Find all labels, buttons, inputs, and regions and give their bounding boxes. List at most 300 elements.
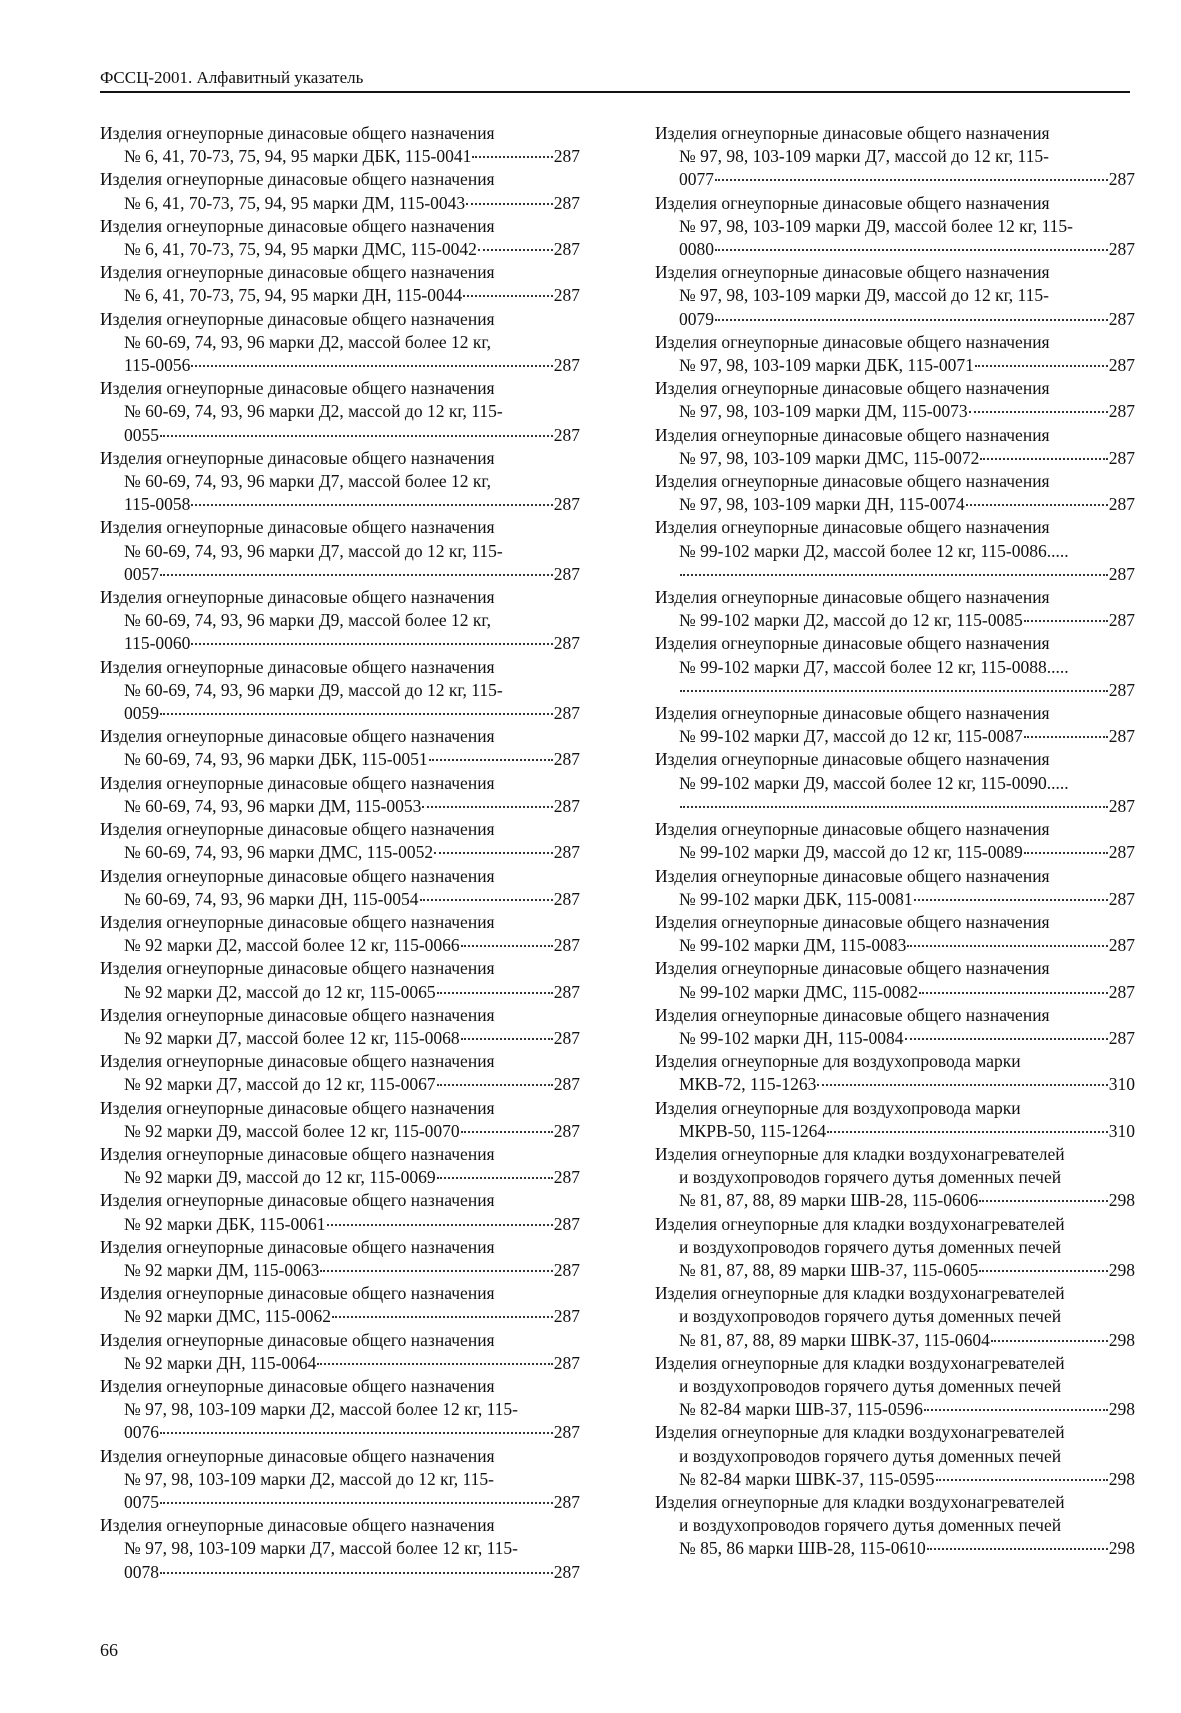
entry-heading: Изделия огнеупорные динасовые общего назначения	[100, 911, 495, 932]
entry-page-ref: 298	[1108, 1538, 1135, 1559]
entry-last-text: № 97, 98, 103-109 марки ДМ, 115-0073	[679, 401, 968, 422]
dot-leader	[434, 852, 553, 854]
entry-leader-line	[100, 1259, 580, 1282]
entry-page-ref: 298	[1108, 1329, 1135, 1350]
entry-last-text: № 60-69, 74, 93, 96 марки ДБК, 115-0051	[124, 749, 428, 770]
entry-heading: Изделия огнеупорные динасовые общего назначения	[655, 633, 1050, 654]
entry-last-text: МКРВ-50, 115-1264	[679, 1120, 827, 1141]
entry-page-ref: 287	[553, 192, 580, 213]
entry-leader-line	[655, 981, 1135, 1004]
index-entry	[655, 702, 1135, 748]
index-entry	[100, 1097, 580, 1143]
entry-text-line: № 99-102 марки Д9, массой более 12 кг, 115-0090.....	[679, 772, 1069, 793]
entry-text-line: № 97, 98, 103-109 марки Д9, массой до 12 кг, 115-	[679, 285, 1049, 306]
entry-page-ref: 287	[553, 355, 580, 376]
index-entry	[100, 1329, 580, 1375]
entry-leader-line	[100, 748, 580, 771]
entry-last-text: № 6, 41, 70-73, 75, 94, 95 марки ДН, 115-0044	[124, 285, 463, 306]
entry-text-line: и воздухопроводов горячего дутья доменных печей	[679, 1236, 1062, 1257]
entry-heading: Изделия огнеупорные динасовые общего назначения	[100, 1097, 495, 1118]
dot-leader	[975, 365, 1108, 367]
entry-heading: Изделия огнеупорные для кладки воздухонагревателей	[655, 1352, 1065, 1373]
entry-page-ref: 287	[1108, 842, 1135, 863]
entry-text-line: и воздухопроводов горячего дутья доменных печей	[679, 1515, 1062, 1536]
entry-last-text: № 81, 87, 88, 89 марки ШВ-37, 115-0605	[679, 1259, 979, 1280]
entry-last-text: № 97, 98, 103-109 марки ДБК, 115-0071	[679, 355, 974, 376]
entry-heading: Изделия огнеупорные динасовые общего назначения	[655, 517, 1050, 538]
entry-leader-line	[655, 888, 1135, 911]
entry-page-ref: 287	[1108, 1027, 1135, 1048]
entry-heading: Изделия огнеупорные динасовые общего назначения	[100, 1283, 495, 1304]
entry-heading: Изделия огнеупорные динасовые общего назначения	[100, 1329, 495, 1350]
dot-leader	[327, 1224, 553, 1226]
index-entry	[100, 656, 580, 726]
entry-page-ref: 287	[553, 1422, 580, 1443]
entry-text-line: № 60-69, 74, 93, 96 марки Д2, массой более 12 кг,	[124, 331, 491, 352]
entry-leader-line	[655, 400, 1135, 423]
entry-heading: Изделия огнеупорные динасовые общего назначения	[100, 865, 495, 886]
entry-page-ref: 298	[1108, 1468, 1135, 1489]
entry-leader-line	[655, 1537, 1135, 1560]
entry-last-text: № 99-102 марки Д2, массой до 12 кг, 115-0085	[679, 610, 1023, 631]
entry-leader-line	[100, 632, 580, 655]
entry-page-ref: 287	[553, 1352, 580, 1373]
entry-heading: Изделия огнеупорные динасовые общего назначения	[655, 911, 1050, 932]
entry-page-ref: 310	[1108, 1074, 1135, 1095]
entry-page-ref: 287	[553, 1074, 580, 1095]
entry-page-ref: 287	[553, 494, 580, 515]
entry-page-ref: 287	[553, 633, 580, 654]
entry-page-ref: 287	[553, 563, 580, 584]
index-entry	[655, 1213, 1135, 1283]
entry-leader-line	[100, 1027, 580, 1050]
entry-heading: Изделия огнеупорные для кладки воздухонагревателей	[655, 1143, 1065, 1164]
index-entry	[100, 447, 580, 517]
dot-leader	[461, 1038, 553, 1040]
dot-leader	[191, 504, 552, 506]
entry-leader-line	[655, 563, 1135, 586]
entry-text-line: и воздухопроводов горячего дутья доменных печей	[679, 1445, 1062, 1466]
entry-last-text: 0075	[124, 1491, 159, 1512]
dot-leader	[320, 1270, 552, 1272]
entry-last-text: № 99-102 марки Д7, массой до 12 кг, 115-0087	[679, 726, 1023, 747]
dot-leader	[680, 574, 1108, 576]
entry-page-ref: 287	[1108, 726, 1135, 747]
index-entry	[655, 586, 1135, 632]
entry-heading: Изделия огнеупорные динасовые общего назначения	[100, 123, 495, 143]
entry-leader-line	[655, 795, 1135, 818]
entry-heading: Изделия огнеупорные динасовые общего назначения	[100, 1375, 495, 1396]
entry-last-text: МКВ-72, 115-1263	[679, 1074, 817, 1095]
entry-leader-line	[655, 1329, 1135, 1352]
dot-leader	[907, 945, 1107, 947]
entry-leader-line	[100, 563, 580, 586]
dot-leader	[817, 1084, 1107, 1086]
entry-last-text: № 6, 41, 70-73, 75, 94, 95 марки ДМ, 115-0043	[124, 192, 466, 213]
entry-heading: Изделия огнеупорные динасовые общего назначения	[655, 262, 1050, 283]
entry-heading: Изделия огнеупорные динасовые общего назначения	[100, 587, 495, 608]
entry-last-text: № 99-102 марки ДБК, 115-0081	[679, 888, 913, 909]
index-entry	[100, 308, 580, 378]
index-entry	[655, 1004, 1135, 1050]
index-entry	[655, 261, 1135, 331]
index-entry	[100, 1143, 580, 1189]
entry-leader-line	[655, 725, 1135, 748]
entry-heading: Изделия огнеупорные для воздухопровода марки	[655, 1051, 1021, 1072]
entry-page-ref: 287	[1108, 981, 1135, 1002]
entry-leader-line	[655, 493, 1135, 516]
entry-leader-line	[100, 702, 580, 725]
dot-leader	[980, 458, 1107, 460]
index-entry	[655, 1143, 1135, 1213]
entry-heading: Изделия огнеупорные динасовые общего назначения	[100, 517, 495, 538]
index-entry	[655, 192, 1135, 262]
dot-leader	[924, 1409, 1108, 1411]
dot-leader	[969, 411, 1108, 413]
dot-leader	[1024, 620, 1108, 622]
entry-last-text: № 6, 41, 70-73, 75, 94, 95 марки ДМС, 115-0042	[124, 239, 477, 260]
entry-page-ref: 287	[553, 888, 580, 909]
entry-page-ref: 287	[553, 424, 580, 445]
entry-leader-line	[100, 1491, 580, 1514]
entry-page-ref: 287	[553, 285, 580, 306]
entry-last-text: № 99-102 марки ДМС, 115-0082	[679, 981, 919, 1002]
entry-page-ref: 287	[1108, 355, 1135, 376]
entry-heading: Изделия огнеупорные динасовые общего назначения	[100, 1445, 495, 1466]
index-entry	[655, 632, 1135, 702]
entry-page-ref: 287	[553, 935, 580, 956]
entry-leader-line	[100, 284, 580, 307]
entry-heading: Изделия огнеупорные динасовые общего назначения	[655, 587, 1050, 608]
entry-last-text: 115-0058	[124, 494, 191, 515]
entry-page-ref: 287	[553, 1561, 580, 1582]
entry-heading: Изделия огнеупорные динасовые общего назначения	[100, 215, 495, 236]
dot-leader	[979, 1270, 1108, 1272]
entry-heading: Изделия огнеупорные динасовые общего назначения	[655, 819, 1050, 840]
entry-leader-line	[655, 1468, 1135, 1491]
dot-leader	[191, 365, 552, 367]
index-entry	[100, 772, 580, 818]
entry-heading: Изделия огнеупорные динасовые общего назначения	[655, 865, 1050, 886]
entry-leader-line	[655, 1027, 1135, 1050]
entry-page-ref: 287	[553, 1491, 580, 1512]
index-entry	[100, 1282, 580, 1328]
entry-heading: Изделия огнеупорные динасовые общего назначения	[100, 656, 495, 677]
entry-page-ref: 287	[1108, 795, 1135, 816]
entry-text-line: № 97, 98, 103-109 марки Д2, массой до 12 кг, 115-	[124, 1468, 494, 1489]
dot-leader	[715, 319, 1108, 321]
dot-leader	[461, 1131, 553, 1133]
index-entry	[100, 725, 580, 771]
dot-leader	[919, 992, 1108, 994]
running-header: ФССЦ-2001. Алфавитный указатель	[100, 68, 364, 87]
header-rule	[100, 91, 1130, 93]
entry-heading: Изделия огнеупорные динасовые общего назначения	[100, 1051, 495, 1072]
entry-page-ref: 287	[553, 1167, 580, 1188]
entry-heading: Изделия огнеупорные для кладки воздухонагревателей	[655, 1422, 1065, 1443]
dot-leader	[478, 249, 553, 251]
entry-leader-line	[100, 1305, 580, 1328]
index-entry	[655, 470, 1135, 516]
entry-last-text: № 99-102 марки ДН, 115-0084	[679, 1027, 904, 1048]
entry-text-line: и воздухопроводов горячего дутья доменных печей	[679, 1375, 1062, 1396]
entry-last-text: № 92 марки ДМС, 115-0062	[124, 1306, 332, 1327]
entry-last-text: № 92 марки Д7, массой более 12 кг, 115-0068	[124, 1027, 460, 1048]
entry-last-text: 0078	[124, 1561, 159, 1582]
index-entry	[655, 818, 1135, 864]
entry-leader-line	[100, 354, 580, 377]
dot-leader	[827, 1131, 1108, 1133]
entry-last-text: № 99-102 марки Д9, массой до 12 кг, 115-0089	[679, 842, 1023, 863]
index-entry	[655, 957, 1135, 1003]
entry-text-line: № 60-69, 74, 93, 96 марки Д2, массой до 12 кг, 115-	[124, 401, 503, 422]
entry-last-text: 115-0056	[124, 355, 191, 376]
entry-leader-line	[100, 238, 580, 261]
entry-leader-line	[100, 1166, 580, 1189]
entry-heading: Изделия огнеупорные динасовые общего назначения	[100, 378, 495, 399]
dot-leader	[1024, 736, 1108, 738]
entry-text-line: № 97, 98, 103-109 марки Д7, массой до 12 кг, 115-	[679, 146, 1049, 167]
entry-page-ref: 287	[1108, 679, 1135, 700]
entry-leader-line	[655, 354, 1135, 377]
dot-leader	[936, 1479, 1108, 1481]
entry-leader-line	[100, 888, 580, 911]
entry-page-ref: 287	[1108, 888, 1135, 909]
dot-leader	[160, 574, 553, 576]
index-entry	[655, 377, 1135, 423]
entry-heading: Изделия огнеупорные динасовые общего назначения	[655, 424, 1050, 445]
entry-leader-line	[100, 493, 580, 516]
entry-heading: Изделия огнеупорные для кладки воздухонагревателей	[655, 1213, 1065, 1234]
entry-text-line: № 60-69, 74, 93, 96 марки Д7, массой более 12 кг,	[124, 471, 491, 492]
entry-page-ref: 287	[553, 981, 580, 1002]
dot-leader	[191, 643, 552, 645]
dot-leader	[332, 1316, 553, 1318]
index-entry	[100, 168, 580, 214]
index-entry	[100, 818, 580, 864]
entry-last-text: № 85, 86 марки ШВ-28, 115-0610	[679, 1538, 926, 1559]
entry-heading: Изделия огнеупорные для кладки воздухонагревателей	[655, 1283, 1065, 1304]
entry-leader-line	[655, 1120, 1135, 1143]
entry-text-line: № 99-102 марки Д2, массой более 12 кг, 115-0086.....	[679, 540, 1069, 561]
entry-leader-line	[100, 795, 580, 818]
entry-page-ref: 298	[1108, 1259, 1135, 1280]
entry-page-ref: 287	[553, 239, 580, 260]
entry-heading: Изделия огнеупорные динасовые общего назначения	[100, 1515, 495, 1536]
entry-last-text: № 92 марки Д2, массой более 12 кг, 115-0066	[124, 935, 460, 956]
entry-last-text: 0055	[124, 424, 159, 445]
dot-leader	[429, 759, 553, 761]
entry-last-text: 0077	[679, 169, 714, 190]
entry-last-text: № 81, 87, 88, 89 марки ШВК-37, 115-0604	[679, 1329, 990, 1350]
entry-last-text: 115-0060	[124, 633, 191, 654]
entry-heading: Изделия огнеупорные динасовые общего назначения	[655, 123, 1050, 143]
dot-leader	[437, 1177, 553, 1179]
dot-leader	[1024, 852, 1108, 854]
entry-last-text: № 97, 98, 103-109 марки ДН, 115-0074	[679, 494, 965, 515]
entry-page-ref: 287	[553, 749, 580, 770]
entry-page-ref: 287	[553, 703, 580, 724]
dot-leader	[966, 504, 1108, 506]
entry-leader-line	[100, 1213, 580, 1236]
index-entry	[100, 377, 580, 447]
entry-leader-line	[655, 609, 1135, 632]
index-entry	[100, 122, 580, 168]
entry-page-ref: 287	[553, 795, 580, 816]
dot-leader	[680, 806, 1108, 808]
page-number: 66	[100, 1640, 118, 1660]
entry-last-text: № 92 марки Д7, массой до 12 кг, 115-0067	[124, 1074, 436, 1095]
index-entry	[100, 1375, 580, 1445]
entry-leader-line	[100, 145, 580, 168]
entry-heading: Изделия огнеупорные динасовые общего назначения	[100, 447, 495, 468]
entry-leader-line	[655, 1189, 1135, 1212]
dot-leader	[715, 249, 1108, 251]
entry-text-line: № 97, 98, 103-109 марки Д9, массой более 12 кг, 115-	[679, 215, 1073, 236]
entry-last-text: № 60-69, 74, 93, 96 марки ДН, 115-0054	[124, 888, 419, 909]
dot-leader	[437, 992, 553, 994]
entry-page-ref: 287	[1108, 563, 1135, 584]
entry-leader-line	[655, 168, 1135, 191]
entry-leader-line	[655, 308, 1135, 331]
entry-page-ref: 287	[1108, 401, 1135, 422]
index-entry	[655, 1491, 1135, 1561]
dot-leader	[680, 690, 1108, 692]
index-entry	[655, 1282, 1135, 1352]
dot-leader	[715, 179, 1108, 181]
entry-last-text: № 99-102 марки ДМ, 115-0083	[679, 935, 907, 956]
entry-leader-line	[655, 1073, 1135, 1096]
entry-last-text: № 60-69, 74, 93, 96 марки ДМ, 115-0053	[124, 795, 422, 816]
entry-page-ref: 287	[1108, 610, 1135, 631]
entry-page-ref: 298	[1108, 1190, 1135, 1211]
index-column-left	[100, 122, 580, 1584]
dot-leader	[914, 899, 1108, 901]
entry-text-line: № 60-69, 74, 93, 96 марки Д9, массой более 12 кг,	[124, 610, 491, 631]
dot-leader	[437, 1084, 553, 1086]
dot-leader	[317, 1363, 552, 1365]
index-entry	[100, 865, 580, 911]
entry-heading: Изделия огнеупорные динасовые общего назначения	[655, 749, 1050, 770]
index-entry	[655, 1352, 1135, 1422]
entry-last-text: № 60-69, 74, 93, 96 марки ДМС, 115-0052	[124, 842, 434, 863]
dot-leader	[927, 1548, 1108, 1550]
entry-page-ref: 287	[1108, 447, 1135, 468]
index-entry	[100, 911, 580, 957]
dot-leader	[160, 435, 553, 437]
index-entry	[100, 1004, 580, 1050]
index-entry	[655, 748, 1135, 818]
dot-leader	[463, 295, 553, 297]
entry-page-ref: 287	[1108, 169, 1135, 190]
entry-page-ref: 287	[553, 842, 580, 863]
entry-last-text: 0057	[124, 563, 159, 584]
entry-page-ref: 287	[553, 1027, 580, 1048]
entry-last-text: № 92 марки Д9, массой до 12 кг, 115-0069	[124, 1167, 436, 1188]
entry-page-ref: 287	[1108, 308, 1135, 329]
entry-heading: Изделия огнеупорные динасовые общего назначения	[655, 192, 1050, 213]
entry-leader-line	[100, 1561, 580, 1584]
index-entry	[100, 215, 580, 261]
entry-leader-line	[100, 934, 580, 957]
entry-last-text: 0059	[124, 703, 159, 724]
index-entry	[655, 865, 1135, 911]
entry-leader-line	[655, 447, 1135, 470]
dot-leader	[472, 156, 552, 158]
entry-leader-line	[100, 981, 580, 1004]
entry-heading: Изделия огнеупорные динасовые общего назначения	[100, 262, 495, 283]
entry-leader-line	[100, 1073, 580, 1096]
entry-text-line: № 97, 98, 103-109 марки Д2, массой более 12 кг, 115-	[124, 1399, 518, 1420]
entry-last-text: № 92 марки ДН, 115-0064	[124, 1352, 317, 1373]
index-entry	[100, 1236, 580, 1282]
entry-heading: Изделия огнеупорные динасовые общего назначения	[655, 958, 1050, 979]
entry-heading: Изделия огнеупорные динасовые общего назначения	[100, 169, 495, 190]
entry-last-text: № 92 марки Д9, массой более 12 кг, 115-0070	[124, 1120, 460, 1141]
entry-last-text: № 6, 41, 70-73, 75, 94, 95 марки ДБК, 115-0041	[124, 146, 472, 167]
index-entry	[655, 122, 1135, 192]
entry-heading: Изделия огнеупорные динасовые общего назначения	[100, 1143, 495, 1164]
index-entry	[655, 331, 1135, 377]
dot-leader	[422, 806, 552, 808]
entry-page-ref: 298	[1108, 1399, 1135, 1420]
entry-heading: Изделия огнеупорные динасовые общего назначения	[100, 1004, 495, 1025]
entry-heading: Изделия огнеупорные динасовые общего назначения	[100, 1236, 495, 1257]
entry-last-text: № 82-84 марки ШВК-37, 115-0595	[679, 1468, 935, 1489]
entry-leader-line	[100, 424, 580, 447]
index-entry	[655, 516, 1135, 586]
entry-heading: Изделия огнеупорные динасовые общего назначения	[655, 331, 1050, 352]
index-entry	[655, 911, 1135, 957]
index-column-right	[655, 122, 1135, 1561]
entry-text-line: и воздухопроводов горячего дутья доменных печей	[679, 1167, 1062, 1188]
entry-last-text: № 97, 98, 103-109 марки ДМС, 115-0072	[679, 447, 980, 468]
dot-leader	[160, 1432, 553, 1434]
entry-last-text: № 82-84 марки ШВ-37, 115-0596	[679, 1399, 923, 1420]
entry-page-ref: 310	[1108, 1120, 1135, 1141]
index-entry	[655, 1421, 1135, 1491]
index-entry	[655, 1050, 1135, 1096]
entry-leader-line	[655, 1259, 1135, 1282]
entry-leader-line	[655, 1398, 1135, 1421]
entry-page-ref: 287	[553, 1120, 580, 1141]
entry-page-ref: 287	[553, 1306, 580, 1327]
dot-leader	[160, 1502, 553, 1504]
entry-last-text: № 92 марки Д2, массой до 12 кг, 115-0065	[124, 981, 436, 1002]
dot-leader	[160, 1572, 553, 1574]
index-entry	[100, 261, 580, 307]
entry-last-text: № 92 марки ДБК, 115-0061	[124, 1213, 326, 1234]
entry-last-text: 0080	[679, 239, 714, 260]
entry-page-ref: 287	[553, 1259, 580, 1280]
entry-last-text: № 92 марки ДМ, 115-0063	[124, 1259, 320, 1280]
entry-heading: Изделия огнеупорные динасовые общего назначения	[655, 1004, 1050, 1025]
entry-text-line: № 60-69, 74, 93, 96 марки Д9, массой до 12 кг, 115-	[124, 679, 503, 700]
index-entry	[100, 1050, 580, 1096]
entry-last-text: 0079	[679, 308, 714, 329]
dot-leader	[420, 899, 553, 901]
entry-leader-line	[100, 192, 580, 215]
entry-heading: Изделия огнеупорные динасовые общего назначения	[655, 471, 1050, 492]
entry-heading: Изделия огнеупорные динасовые общего назначения	[100, 958, 495, 979]
index-entry	[100, 1189, 580, 1235]
index-entry	[100, 1445, 580, 1515]
index-entry	[100, 516, 580, 586]
dot-leader	[991, 1340, 1108, 1342]
entry-text-line: № 97, 98, 103-109 марки Д7, массой более 12 кг, 115-	[124, 1538, 518, 1559]
entry-heading: Изделия огнеупорные динасовые общего назначения	[100, 308, 495, 329]
dot-leader	[461, 945, 553, 947]
